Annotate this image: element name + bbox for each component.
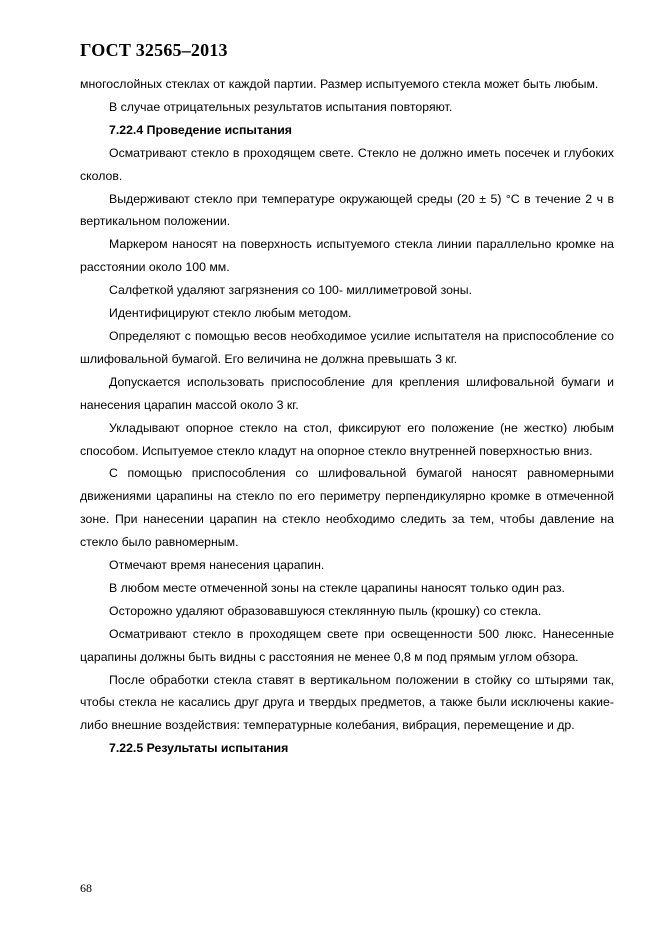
paragraph-marker-lines: Маркером наносят на поверхность испытуемого стекла линии параллельно кромке на расстоянии около 100 мм. [80, 237, 614, 275]
paragraph-rack-storage: После обработки стекла ставят в вертикальном положении в стойку со штырями так, чтобы стекла не касались друг друга и твердых предметов, а также были исключены какие-либо внешние воздействия: температурные колебания, вибрация, перемещение и др. [80, 672, 614, 733]
paragraph-inspect-illumination: Осматривают стекло в проходящем свете при освещенности 500 люкс. Нанесенные царапины должны быть видны с расстояния не менее 0,8 м под прямым углом обзора. [80, 626, 614, 664]
section-heading-7-22-5: 7.22.5 Результаты испытания [109, 741, 289, 756]
document-body [80, 73, 614, 760]
paragraph-negative-results: В случае отрицательных результатов испытания повторяют. [109, 99, 453, 114]
section-heading-7-22-4: 7.22.4 Проведение испытания [109, 122, 292, 137]
paragraph-wipe-zone: Салфеткой удаляют загрязнения со 100- миллиметровой зоны. [109, 283, 472, 298]
document-header: ГОСТ 32565–2013 [80, 40, 228, 60]
page-number: 68 [80, 881, 92, 895]
paragraph-scratch-once: В любом месте отмеченной зоны на стекле царапины наносят только один раз. [109, 580, 565, 595]
continuation-paragraph: многослойных стеклах от каждой партии. Размер испытуемого стекла может быть любым. [80, 77, 599, 91]
paragraph-note-time: Отмечают время нанесения царапин. [109, 558, 325, 573]
paragraph-determine-force: Определяют с помощью весов необходимое усилие испытателя на приспособление со шлифовальной бумагой. Его величина не должна превышать 3 кг. [80, 328, 614, 366]
paragraph-remove-dust: Осторожно удаляют образовавшуюся стеклянную пыль (крошку) со стекла. [109, 603, 542, 618]
paragraph-lay-support-glass: Укладывают опорное стекло на стол, фиксируют его положение (не жестко) любым способом. Испытуемое стекло кладут на опорное стекло внутренней поверхностью вниз. [80, 420, 614, 458]
paragraph-apply-scratches: С помощью приспособления со шлифовальной бумагой наносят равномерными движениями царапины на стекло по его периметру перпендикулярно кромке в отмеченной зоне. При нанесении царапин на стекло необходимо следить за тем, чтобы давление на стекло было равномерным. [80, 466, 614, 550]
paragraph-fixture-allowed: Допускается использовать приспособление для крепления шлифовальной бумаги и нанесения царапин массой около 3 кг. [80, 374, 614, 412]
paragraph-inspect-glass: Осматривают стекло в проходящем свете. Стекло не должно иметь посечек и глубоких сколов. [80, 145, 614, 183]
paragraph-keep-temperature: Выдерживают стекло при температуре окружающей среды (20 ± 5) °С в течение 2 ч в вертикальном положении. [80, 191, 614, 229]
paragraph-identify-glass: Идентифицируют стекло любым методом. [109, 306, 352, 321]
